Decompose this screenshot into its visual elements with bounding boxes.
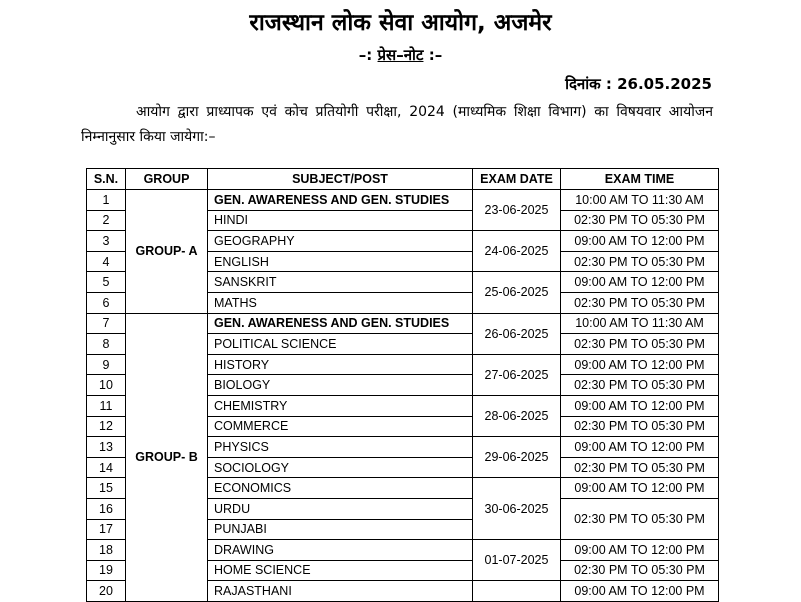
cell-date: 25-06-2025 <box>473 272 561 313</box>
cell-date: 23-06-2025 <box>473 190 561 231</box>
exam-schedule-table <box>86 168 719 602</box>
cell-subject: SOCIOLOGY <box>208 457 473 478</box>
cell-time: 09:00 AM TO 12:00 PM <box>561 437 719 458</box>
cell-subject: DRAWING <box>208 540 473 561</box>
cell-date: 26-06-2025 <box>473 313 561 354</box>
date-value: 26.05.2025 <box>617 75 712 93</box>
cell-time: 02:30 PM TO 05:30 PM <box>561 334 719 355</box>
cell-time: 02:30 PM TO 05:30 PM <box>561 210 719 231</box>
cell-time: 02:30 PM TO 05:30 PM <box>561 375 719 396</box>
cell-time: 02:30 PM TO 05:30 PM <box>561 416 719 437</box>
cell-subject: POLITICAL SCIENCE <box>208 334 473 355</box>
table-header-row <box>87 169 719 190</box>
cell-time: 09:00 AM TO 12:00 PM <box>561 478 719 499</box>
cell-date: 28-06-2025 <box>473 395 561 436</box>
header-sn: S.N. <box>87 169 126 190</box>
cell-sn: 2 <box>87 210 126 231</box>
header-exam-date: EXAM DATE <box>473 169 561 190</box>
intro-text: आयोग द्वारा प्राध्यापक एवं कोच प्रतियोगी परीक्षा, 2024 (माध्यमिक शिक्षा विभाग) का विषयवार आयोजन निम्नानुसार किया जायेगा:– <box>81 104 713 145</box>
cell-time: 09:00 AM TO 12:00 PM <box>561 581 719 602</box>
cell-subject: GEN. AWARENESS AND GEN. STUDIES <box>208 190 473 211</box>
cell-time: 02:30 PM TO 05:30 PM <box>561 292 719 313</box>
cell-sn: 19 <box>87 560 126 581</box>
cell-subject: GEOGRAPHY <box>208 231 473 252</box>
cell-sn: 5 <box>87 272 126 293</box>
cell-sn: 11 <box>87 395 126 416</box>
cell-subject: COMMERCE <box>208 416 473 437</box>
cell-time: 09:00 AM TO 12:00 PM <box>561 354 719 375</box>
table-row <box>87 190 719 211</box>
cell-sn: 18 <box>87 540 126 561</box>
cell-group-b: GROUP- B <box>126 313 208 601</box>
table-row <box>87 313 719 334</box>
cell-sn: 17 <box>87 519 126 540</box>
cell-time: 02:30 PM TO 05:30 PM <box>561 251 719 272</box>
cell-time: 10:00 AM TO 11:30 AM <box>561 313 719 334</box>
header-group: GROUP <box>126 169 208 190</box>
cell-date: 27-06-2025 <box>473 354 561 395</box>
subtitle-text: प्रेस–नोट <box>377 46 424 64</box>
cell-date: 29-06-2025 <box>473 437 561 478</box>
cell-time: 02:30 PM TO 05:30 PM <box>561 498 719 539</box>
cell-subject: HISTORY <box>208 354 473 375</box>
intro-paragraph <box>81 100 713 150</box>
cell-sn: 14 <box>87 457 126 478</box>
cell-subject: HOME SCIENCE <box>208 560 473 581</box>
cell-date: 01-07-2025 <box>473 540 561 581</box>
cell-sn: 16 <box>87 498 126 519</box>
cell-time: 09:00 AM TO 12:00 PM <box>561 231 719 252</box>
date-label: दिनांक : <box>565 75 618 93</box>
cell-subject: GEN. AWARENESS AND GEN. STUDIES <box>208 313 473 334</box>
header-subject: SUBJECT/POST <box>208 169 473 190</box>
cell-sn: 1 <box>87 190 126 211</box>
cell-sn: 20 <box>87 581 126 602</box>
cell-subject: BIOLOGY <box>208 375 473 396</box>
subtitle-suffix: :– <box>423 46 443 64</box>
cell-subject: CHEMISTRY <box>208 395 473 416</box>
cell-subject: ECONOMICS <box>208 478 473 499</box>
cell-date: 30-06-2025 <box>473 478 561 540</box>
cell-sn: 3 <box>87 231 126 252</box>
cell-sn: 13 <box>87 437 126 458</box>
cell-subject: SANSKRIT <box>208 272 473 293</box>
cell-group-a: GROUP- A <box>126 190 208 314</box>
cell-sn: 7 <box>87 313 126 334</box>
cell-subject: HINDI <box>208 210 473 231</box>
cell-sn: 4 <box>87 251 126 272</box>
cell-subject: URDU <box>208 498 473 519</box>
cell-time: 02:30 PM TO 05:30 PM <box>561 560 719 581</box>
cell-subject: PUNJABI <box>208 519 473 540</box>
cell-sn: 15 <box>87 478 126 499</box>
cell-subject: PHYSICS <box>208 437 473 458</box>
cell-sn: 9 <box>87 354 126 375</box>
cell-subject: ENGLISH <box>208 251 473 272</box>
cell-time: 09:00 AM TO 12:00 PM <box>561 272 719 293</box>
cell-sn: 6 <box>87 292 126 313</box>
header-exam-time: EXAM TIME <box>561 169 719 190</box>
cell-time: 09:00 AM TO 12:00 PM <box>561 395 719 416</box>
cell-sn: 10 <box>87 375 126 396</box>
cell-subject: RAJASTHANI <box>208 581 473 602</box>
page-title: राजस्थान लोक सेवा आयोग, अजमेर <box>249 10 552 36</box>
cell-time: 02:30 PM TO 05:30 PM <box>561 457 719 478</box>
cell-date <box>473 581 561 602</box>
press-note-heading <box>0 44 801 66</box>
cell-sn: 8 <box>87 334 126 355</box>
cell-sn: 12 <box>87 416 126 437</box>
cell-date: 24-06-2025 <box>473 231 561 272</box>
press-note-date <box>565 74 712 94</box>
cell-time: 09:00 AM TO 12:00 PM <box>561 540 719 561</box>
subtitle-prefix: –: <box>358 46 378 64</box>
cell-subject: MATHS <box>208 292 473 313</box>
cell-time: 10:00 AM TO 11:30 AM <box>561 190 719 211</box>
